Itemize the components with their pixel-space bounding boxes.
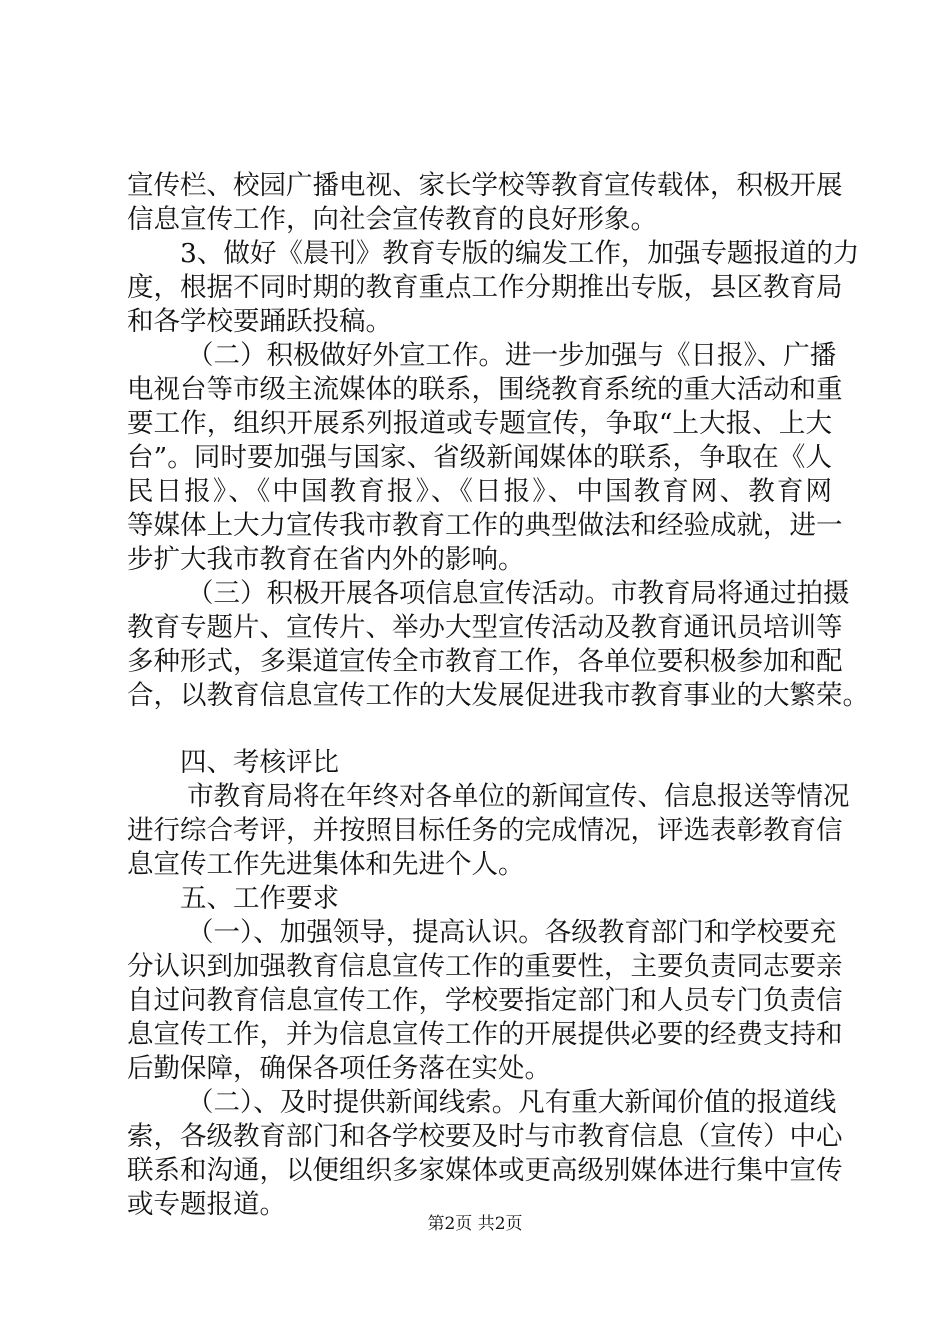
paragraph-gap	[127, 713, 832, 746]
text-line: 息宣传工作，并为信息宣传工作的开展提供必要的经费支持和	[127, 1019, 843, 1050]
section-heading: 五、工作要求	[180, 883, 339, 914]
page-number-footer: 第2页 共2页	[427, 1214, 523, 1234]
text-line: 信息宣传工作，向社会宣传教育的良好形象。	[127, 204, 657, 235]
text-line: 后勤保障，确保各项任务落在实处。	[127, 1053, 551, 1084]
text-line: 教育专题片、宣传片、举办大型宣传活动及教育通讯员培训等	[127, 612, 843, 643]
text-line: 等媒体上大力宣传我市教育工作的典型做法和经验成就，进一	[127, 510, 843, 541]
text-line: 进行综合考评，并按照目标任务的完成情况，评选表彰教育信	[127, 815, 843, 846]
text-line: 步扩大我市教育在省内外的影响。	[127, 544, 525, 575]
text-line: 市教育局将在年终对各单位的新闻宣传、信息报送等情况	[187, 781, 850, 812]
text-line: 息宣传工作先进集体和先进个人。	[127, 849, 525, 880]
text-line: （二）积极做好外宣工作。进一步加强与《日报》、广播	[187, 340, 837, 371]
text-line: （一）、加强领导，提高认识。各级教育部门和学校要充	[187, 917, 837, 948]
text-line: 宣传栏、校园广播电视、家长学校等教育宣传载体，积极开展	[127, 170, 843, 201]
text-line: 合，以教育信息宣传工作的大发展促进我市教育事业的大繁荣。	[127, 680, 869, 711]
text-line: （二）、及时提供新闻线索。凡有重大新闻价值的报道线	[187, 1087, 837, 1118]
text-line: 多种形式，多渠道宣传全市教育工作，各单位要积极参加和配	[127, 646, 843, 677]
text-line: 分认识到加强教育信息宣传工作的重要性，主要负责同志要亲	[127, 951, 843, 982]
text-line: （三）积极开展各项信息宣传活动。市教育局将通过拍摄	[187, 578, 850, 609]
text-line: 或专题报道。	[127, 1189, 286, 1220]
text-line: 自过问教育信息宣传工作，学校要指定部门和人员专门负责信	[127, 985, 843, 1016]
document-body	[127, 169, 869, 1222]
text-line: 电视台等市级主流媒体的联系，围绕教育系统的重大活动和重	[127, 374, 843, 405]
section-heading: 四、考核评比	[180, 747, 339, 778]
text-line: 3、做好《晨刊》教育专版的编发工作，加强专题报道的力	[180, 238, 860, 269]
text-line: 要工作，组织开展系列报道或专题宣传，争取“上大报、上大	[127, 408, 832, 439]
text-line: 台”。同时要加强与国家、省级新闻媒体的联系，争取在《人	[127, 442, 832, 473]
text-line: 联系和沟通，以便组织多家媒体或更高级别媒体进行集中宣传	[127, 1155, 843, 1186]
text-line: 和各学校要踊跃投稿。	[127, 306, 392, 337]
text-line: 索，各级教育部门和各学校要及时与市教育信息（宣传）中心	[127, 1121, 843, 1152]
text-line: 民日报》、《中国教育报》、《日报》、中国教育网、教育网	[127, 476, 832, 507]
text-line: 度，根据不同时期的教育重点工作分期推出专版，县区教育局	[127, 272, 843, 303]
